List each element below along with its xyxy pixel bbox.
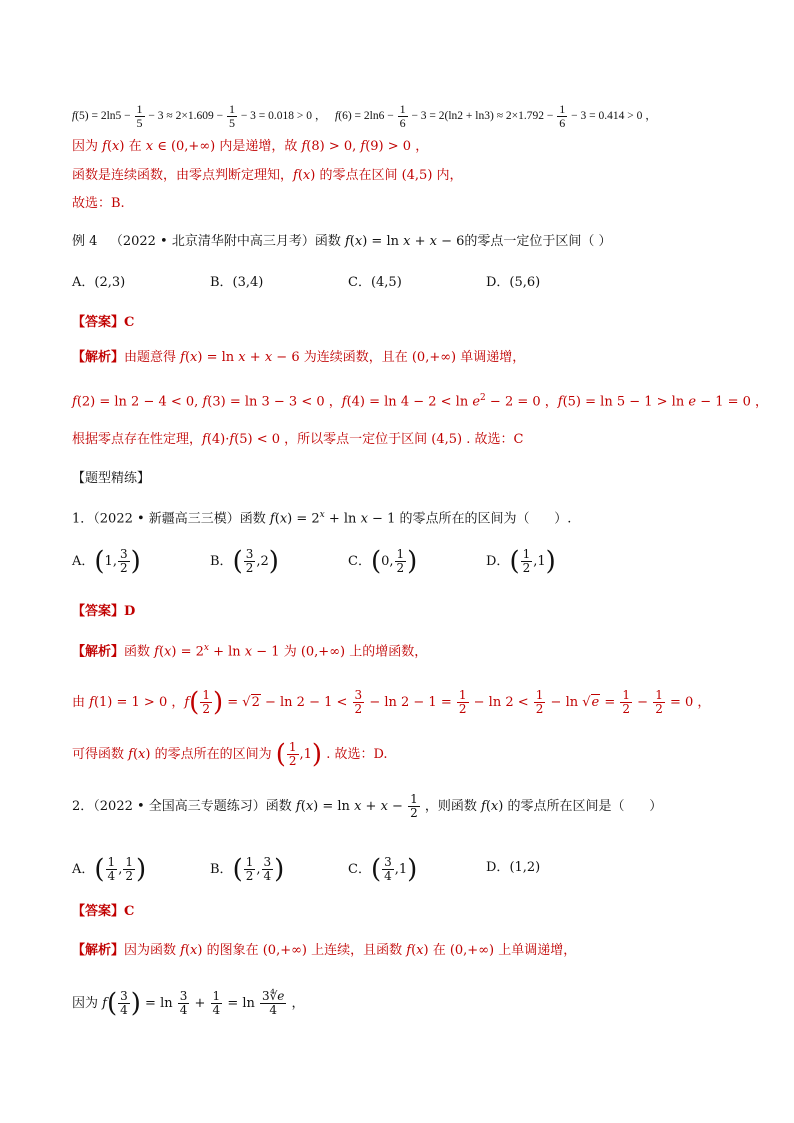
q1-option-c: C．(0, $\frac{1}{2}$ ) <box>348 546 418 577</box>
example4-option-a: A．(2,3) <box>72 275 126 290</box>
q2-analysis-1: 【解析】因为函数 f(x) 的图象在 (0,+∞) 上连续，且函数 f(x) 在 (0,+∞) 上单调递增， <box>72 943 577 958</box>
q1-stem: 1．（2022 • 新疆高三三模）函数 $f(x) = 2^x + \ln x - 1$ 的零点所在的区间为（ ）. <box>72 510 572 527</box>
q1-analysis-2: 由 f(1) = 1 > 0 ，f( $\frac{1}{2}$ ) = √2 − ln 2 − 1 < $\frac{3}{2}$ − ln 2 − 1 = $\frac{1}{2}$ − ln 2 < $\frac{1}{2}$ − ln √e = $\frac{1}{2}$ − $\frac{1}{2}$ = 0 ， <box>72 687 711 718</box>
solution-line-continuous: 函数是连续函数，由零点判断定理知，f(x) 的零点在区间 (4,5) 内， <box>72 168 463 183</box>
solution-line-choose-b: 故选：B. <box>72 196 125 211</box>
q2-answer: 【答案】C <box>72 904 135 919</box>
example4-option-c: C．(4,5) <box>348 275 402 290</box>
q2-analysis-2: 因为 f( $\frac{3}{4}$ ) = ln $\frac{3}{4}$ + $\frac{1}{4}$ = ln $\frac{3∜e}{4}$ ， <box>72 988 305 1019</box>
solution-line-f5-f6: f(5) = 2ln5 − $\frac{1}{5}$ − 3 ≈ 2×1.609 − $\frac{1}{5}$ − 3 = 0.018 > 0 ， f(6) = 2ln6 − $\frac{1}{6}$ − 3 = 2(ln2 + ln3) ≈ 2×1.792 − $\frac{1}{6}$ − 3 = 0.414 > 0 ， <box>72 102 657 130</box>
q2-option-b: B．( $\frac{1}{2}$ , $\frac{3}{4}$ ) <box>210 854 285 885</box>
example4-option-b: B．(3,4) <box>210 275 264 290</box>
q1-option-a: A．(1, $\frac{3}{2}$ ) <box>72 546 141 577</box>
q1-option-b: B．( $\frac{3}{2}$ ,2) <box>210 546 279 577</box>
example4-option-d: D．(5,6) <box>486 275 541 290</box>
q2-option-d: D．(1,2) <box>486 860 541 875</box>
example4-analysis-1: 【解析】由题意得 f(x) = ln x + x − 6 为连续函数，且在 (0,+∞) 单调递增， <box>72 350 526 365</box>
example-source: （2022 • 北京清华附中高三月考）函数 <box>109 234 341 249</box>
solution-line-increasing: 因为 f(x) 在 x ∈ (0,+∞) 内是递增，故 f(8) > 0, f(9) > 0 ， <box>72 139 429 154</box>
q2-option-a: A．( $\frac{1}{4}$ , $\frac{1}{2}$ ) <box>72 854 147 885</box>
q2-option-c: C．( $\frac{3}{4}$ ,1) <box>348 854 418 885</box>
example4-stem: 例 4 （2022 • 北京清华附中高三月考）函数 f(x) = ln x + x − 6的零点一定位于区间（ ） <box>72 234 612 249</box>
q1-analysis-3: 可得函数 f(x) 的零点所在的区间为 ( $\frac{1}{2}$ ,1) . 故选：D. <box>72 739 388 770</box>
example4-answer: 【答案】C <box>72 315 135 330</box>
q1-option-d: D．( $\frac{1}{2}$ ,1) <box>486 546 556 577</box>
q2-stem: 2．（2022 • 全国高三专题练习）函数 f(x) = ln x + x − $\frac{1}{2}$ ，则函数 f(x) 的零点所在区间是（ ） <box>72 792 663 820</box>
example-label: 例 4 <box>72 234 98 249</box>
q1-answer: 【答案】D <box>72 604 136 619</box>
example4-analysis-3: 根据零点存在性定理，f(4)·f(5) < 0 ，所以零点一定位于区间 (4,5) . 故选：C <box>72 432 524 447</box>
section-title: 【题型精练】 <box>72 471 151 486</box>
example4-analysis-2: f(2) = ln 2 − 4 < 0, f(3) = ln 3 − 3 < 0 ，$f(4) = \ln 4 - 2 < \ln e^2 - 2 = 0$ ，f(5) = ln 5 − 1 > ln e − 1 = 0 ， <box>72 393 769 410</box>
q1-analysis-1: 【解析】函数 $f(x) = 2^x + \ln x - 1$ 为 (0,+∞) 上的增函数， <box>72 643 428 660</box>
